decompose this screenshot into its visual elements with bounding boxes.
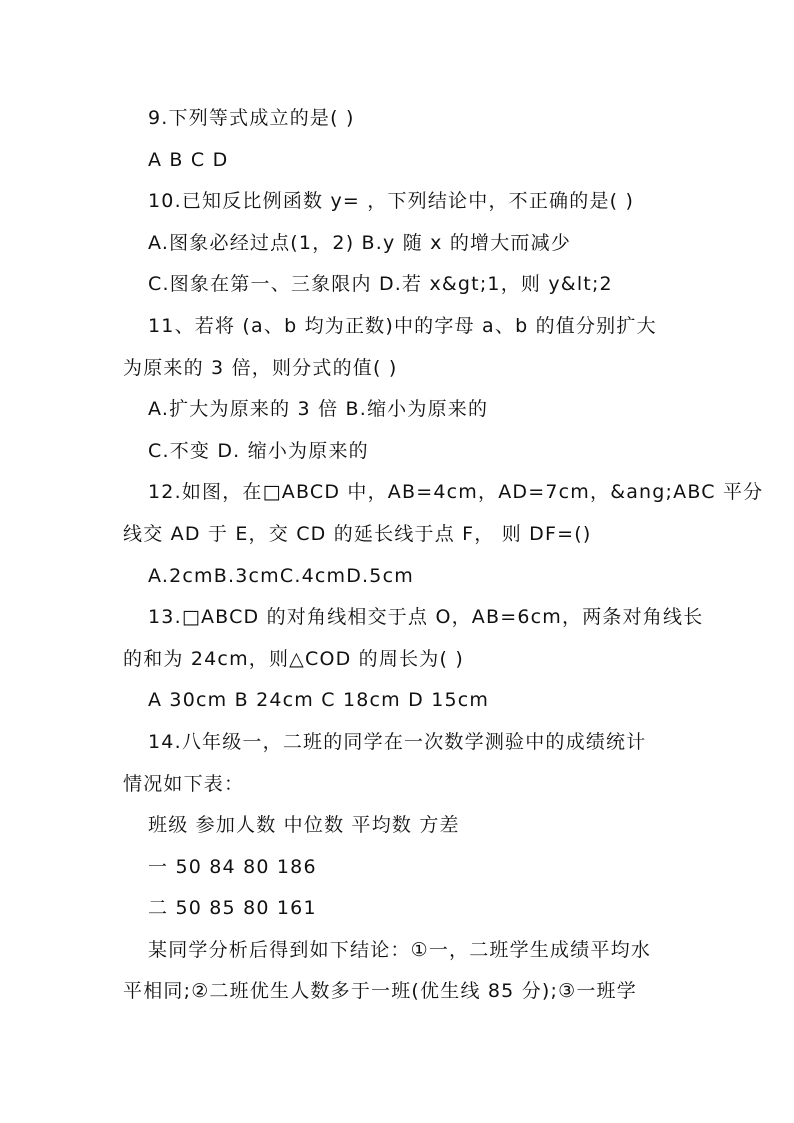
question-13-options: A 30cm B 24cm C 18cm D 15cm: [148, 689, 490, 712]
question-14-analysis-line-1: 某同学分析后得到如下结论：①一，二班学生成绩平均水: [148, 938, 652, 961]
score-table-row-1: 一 50 84 80 186: [148, 855, 317, 878]
question-12-stem-line-2: 线交 AD 于 E，交 CD 的延长线于点 F， 则 DF=(): [123, 522, 592, 545]
question-9-stem: 9.下列等式成立的是( ): [148, 107, 355, 129]
question-12-stem-line-1: 12.如图，在□ABCD 中，AB=4cm，AD=7cm，&ang;ABC 平分: [148, 481, 764, 504]
question-10-options-cd: C.图象在第一、三象限内 D.若 x&gt;1，则 y&lt;2: [148, 273, 613, 296]
question-10-options-ab: A.图象必经过点(1，2) B.y 随 x 的增大而减少: [148, 231, 572, 254]
question-11-stem-line-2: 为原来的 3 倍，则分式的值( ): [123, 356, 398, 379]
question-13-stem-line-2: 的和为 24cm，则△COD 的周长为( ): [123, 647, 464, 670]
score-table-header: 班级 参加人数 中位数 平均数 方差: [148, 814, 460, 837]
question-14-stem-line-2: 情况如下表：: [123, 772, 245, 795]
document-body: [123, 98, 764, 1013]
question-14-analysis-line-2: 平相同;②二班优生人数多于一班(优生线 85 分);③一班学: [123, 980, 637, 1003]
question-11-options-cd: C.不变 D. 缩小为原来的: [148, 439, 369, 462]
question-12-options: A.2cmB.3cmC.4cmD.5cm: [148, 564, 414, 587]
question-11-options-ab: A.扩大为原来的 3 倍 B.缩小为原来的: [148, 398, 489, 421]
question-10-stem: 10.已知反比例函数 y= ，下列结论中，不正确的是( ): [148, 190, 635, 213]
question-11-stem-line-1: 11、若将 (a、b 均为正数)中的字母 a、b 的值分别扩大: [148, 314, 657, 337]
question-9-options: A B C D: [148, 148, 229, 171]
question-13-stem-line-1: 13.□ABCD 的对角线相交于点 O，AB=6cm，两条对角线长: [148, 606, 704, 629]
score-table-row-2: 二 50 85 80 161: [148, 897, 317, 920]
question-14-stem-line-1: 14.八年级一，二班的同学在一次数学测验中的成绩统计: [148, 730, 647, 753]
